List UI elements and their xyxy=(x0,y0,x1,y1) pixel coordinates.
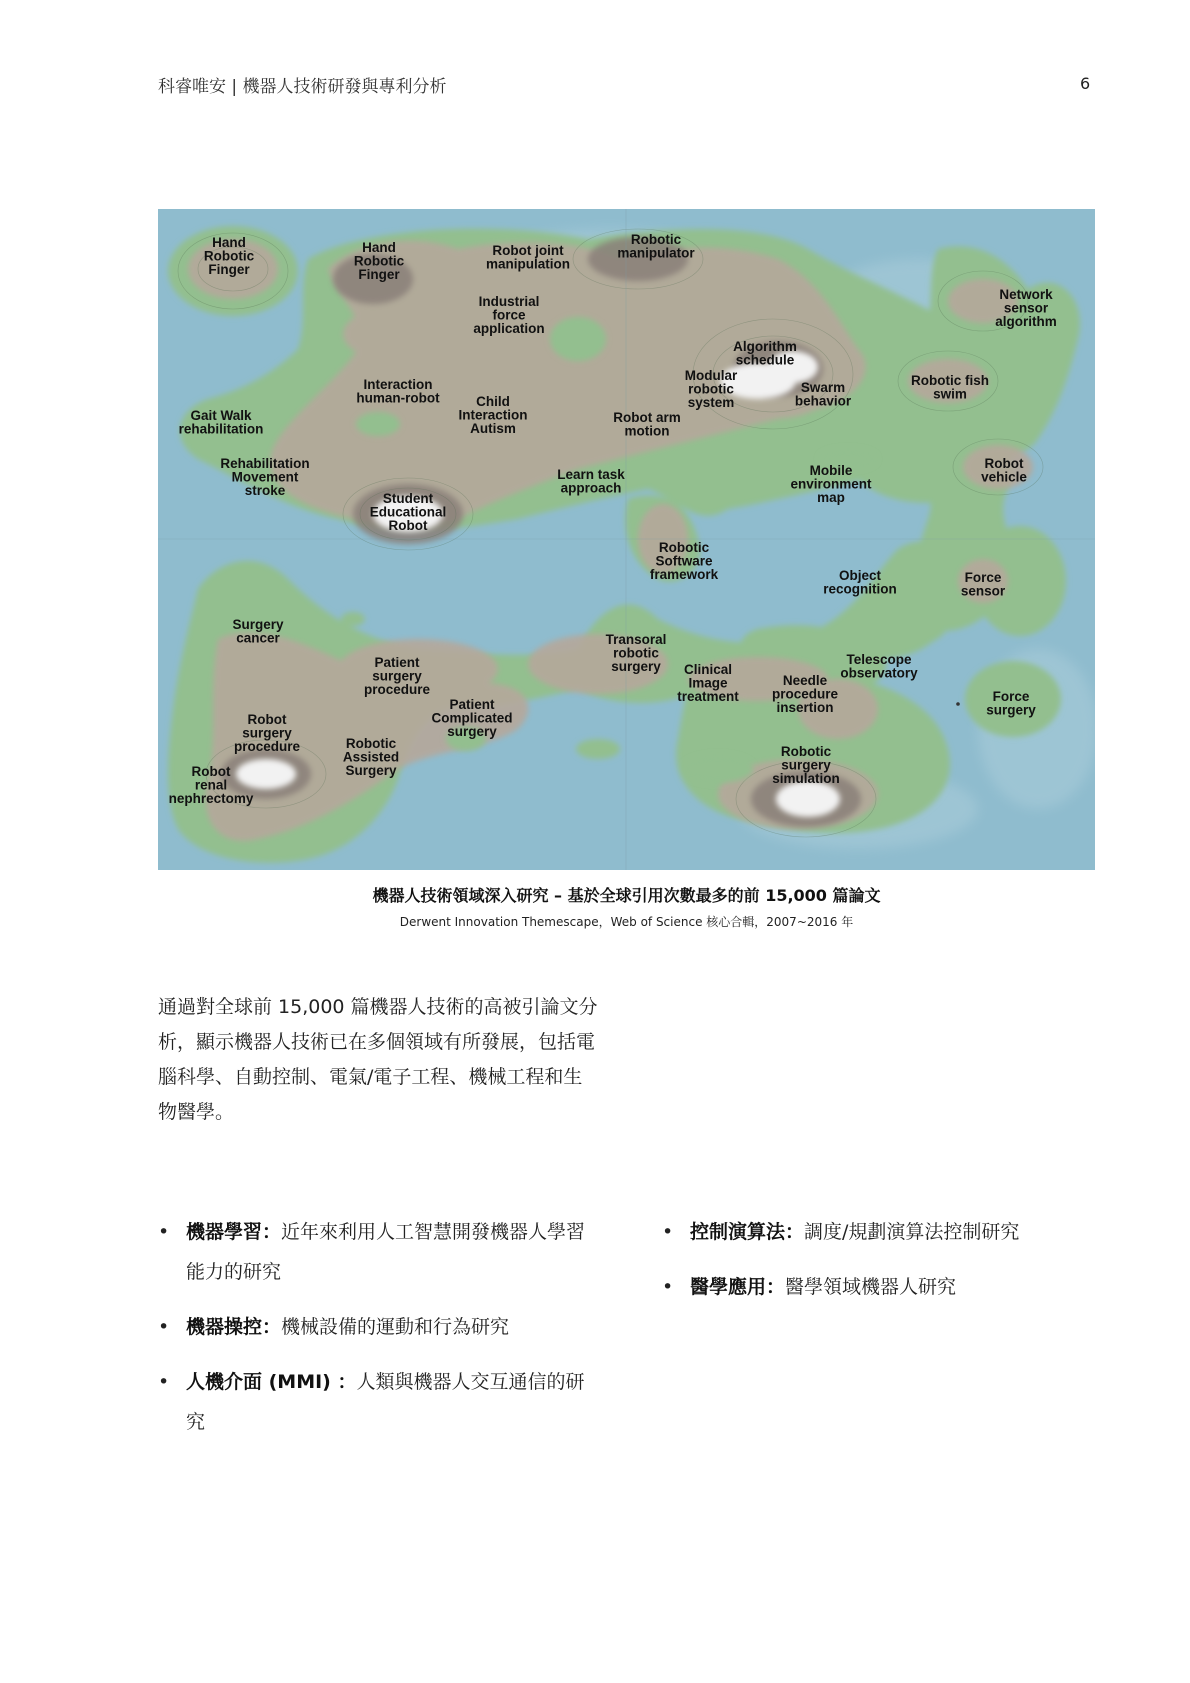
map-label-line: surgery xyxy=(781,757,831,773)
bullet-desc: 機械設備的運動和行為研究 xyxy=(281,1316,510,1338)
map-label-transoral xyxy=(606,632,667,674)
map-label-line: robotic xyxy=(613,645,659,661)
bullet-item xyxy=(662,1267,1102,1307)
map-label-line: Assisted xyxy=(342,749,400,765)
map-label-line: Robot xyxy=(191,764,231,779)
map-label-line: Finger xyxy=(358,267,400,282)
map-label-network xyxy=(995,287,1057,329)
map-label-line: Learn task xyxy=(557,467,625,482)
map-label-line: approach xyxy=(560,480,622,496)
map-label-line: swim xyxy=(933,386,967,402)
map-label-line: environment xyxy=(790,476,872,492)
map-label-gait xyxy=(179,408,264,437)
map-label-line: Clinical xyxy=(683,662,733,677)
intro-paragraph: 通過對全球前 15,000 篇機器人技術的高被引論文分析，顯示機器人技術已在多個領域有所發展，包括電腦科學、自動控制、電氣/電子工程、機械工程和生物醫學。 xyxy=(158,996,598,1123)
map-label-line: Swarm xyxy=(800,380,846,395)
map-label-telescope xyxy=(840,652,918,681)
map-label-line: sensor xyxy=(960,583,1006,599)
map-label-line: Finger xyxy=(208,262,250,277)
map-label-line: application xyxy=(473,321,545,336)
bullet-item xyxy=(158,1212,598,1292)
map-label-line: algorithm xyxy=(995,314,1057,329)
map-label-software xyxy=(650,540,719,582)
map-label-line: Robotic xyxy=(630,232,682,247)
map-label-line: Needle xyxy=(782,673,828,688)
map-label-line: Student xyxy=(382,491,434,506)
map-label-line: behavior xyxy=(794,393,852,409)
map-label-line: Force xyxy=(964,570,1002,585)
bullet-desc: 調度/規劃演算法控制研究 xyxy=(804,1221,1020,1243)
map-label-line: recognition xyxy=(823,581,897,597)
map-label-line: Telescope xyxy=(846,652,912,667)
bullet-desc: 近年來利用人工智慧開發機器人學習能力的研究 xyxy=(186,1221,586,1283)
map-marker-dot xyxy=(956,702,960,706)
map-label-line: Robot xyxy=(247,712,287,727)
map-label-line: Industrial xyxy=(478,294,540,309)
map-label-line: procedure xyxy=(771,686,839,702)
map-label-interaction xyxy=(356,377,440,406)
map-label-algorithm xyxy=(733,339,797,368)
themescape-map xyxy=(158,209,1095,870)
map-label-line: surgery xyxy=(372,668,422,684)
bullet-term: 醫學應用： xyxy=(690,1276,786,1298)
map-label-joint xyxy=(486,243,570,272)
map-label-line: Robotic xyxy=(658,540,710,555)
map-label-line: surgery xyxy=(242,725,292,741)
map-label-line: Network xyxy=(999,287,1053,302)
map-label-line: Patient xyxy=(449,697,495,712)
header-title: 科睿唯安 | 機器人技術研發與專利分析 xyxy=(158,77,447,97)
map-label-line: vehicle xyxy=(981,469,1027,485)
map-label-line: robotic xyxy=(688,381,734,397)
bullet-list-left xyxy=(158,1212,598,1457)
map-label-line: system xyxy=(687,395,735,410)
bullet-icon: • xyxy=(662,1221,674,1243)
bullet-item xyxy=(158,1362,598,1442)
bullet-item xyxy=(662,1212,1102,1252)
map-label-line: map xyxy=(817,490,845,505)
map-label-line: framework xyxy=(649,567,719,582)
map-label-swarm xyxy=(795,380,852,409)
map-label-line: Hand xyxy=(212,235,246,250)
map-label-line: Algorithm xyxy=(733,339,797,354)
map-label-line: manipulation xyxy=(486,256,570,272)
map-label-line: Child xyxy=(476,394,510,409)
map-label-assisted xyxy=(343,736,399,778)
map-label-force-sensor xyxy=(961,570,1006,599)
map-label-line: Educational xyxy=(369,504,447,520)
map-label-line: Complicated xyxy=(431,710,513,726)
bullet-icon: • xyxy=(662,1276,674,1298)
map-label-surgery-cancer xyxy=(232,617,284,646)
map-label-line: Software xyxy=(655,553,713,569)
map-label-line: nephrectomy xyxy=(168,791,254,806)
map-label-line: Autism xyxy=(470,421,516,436)
map-label-line: Robotic fish xyxy=(911,373,989,388)
map-label-line: Object xyxy=(838,568,882,583)
map-label-line: Transoral xyxy=(605,632,667,647)
map-label-line: Surgery xyxy=(345,763,397,778)
map-label-line: surgery xyxy=(986,702,1036,718)
map-label-line: observatory xyxy=(840,665,918,681)
map-label-line: Gait Walk xyxy=(190,408,252,423)
page-number: 6 xyxy=(1080,74,1091,93)
map-label-line: Movement xyxy=(231,469,299,485)
map-label-line: Robot joint xyxy=(492,243,564,258)
map-label-line: cancer xyxy=(236,630,280,646)
map-label-vehicle xyxy=(981,456,1027,485)
map-label-line: renal xyxy=(194,777,228,793)
map-label-line: Rehabilitation xyxy=(220,456,310,471)
map-label-line: rehabilitation xyxy=(178,421,264,437)
map-label-line: motion xyxy=(624,423,670,439)
bullet-icon: • xyxy=(158,1316,170,1338)
bullet-list-right xyxy=(662,1212,1102,1322)
bullet-term: 機器學習： xyxy=(186,1221,282,1243)
map-label-line: Robotic xyxy=(203,248,255,264)
map-label-modular xyxy=(685,368,738,410)
bullet-icon: • xyxy=(158,1371,170,1393)
map-label-line: Interaction xyxy=(458,407,528,423)
map-label-line: simulation xyxy=(772,771,840,786)
bullet-desc: 醫學領域機器人研究 xyxy=(785,1276,957,1298)
figure-source: Derwent Innovation Themescape，Web of Science 核心合輯，2007~2016 年 xyxy=(399,915,854,929)
map-label-line: Robot arm xyxy=(613,410,681,425)
bullet-term: 控制演算法： xyxy=(690,1221,805,1243)
map-label-line: Robot xyxy=(388,518,428,533)
map-label-line: procedure xyxy=(233,739,301,754)
map-label-line: Patient xyxy=(374,655,420,670)
map-label-simulation xyxy=(772,744,840,786)
bullet-icon: • xyxy=(158,1221,170,1243)
map-label-line: Mobile xyxy=(809,463,853,478)
map-label-line: Force xyxy=(992,689,1030,704)
map-label-line: Image xyxy=(688,675,728,691)
map-label-line: human-robot xyxy=(356,390,440,406)
map-label-line: schedule xyxy=(735,352,795,368)
bullet-term: 機器操控： xyxy=(186,1316,282,1338)
bullet-desc: 人類與機器人交互通信的研究 xyxy=(186,1371,585,1433)
map-label-line: procedure xyxy=(363,682,431,697)
map-label-line: Robotic xyxy=(353,253,405,269)
map-label-line: Hand xyxy=(362,240,396,255)
map-label-line: manipulator xyxy=(617,245,695,261)
map-label-line: sensor xyxy=(1003,300,1049,316)
bullet-item xyxy=(158,1307,598,1347)
map-label-line: Modular xyxy=(684,368,738,383)
map-label-line: insertion xyxy=(776,700,834,715)
map-label-line: surgery xyxy=(447,724,497,739)
map-label-line: surgery xyxy=(611,659,661,674)
map-label-line: Robotic xyxy=(780,744,832,759)
map-label-learn xyxy=(557,467,625,496)
figure-caption: 機器人技術領域深入研究 – 基於全球引用次數最多的前 15,000 篇論文 xyxy=(372,886,881,905)
map-label-line: Robot xyxy=(984,456,1024,471)
map-label-line: force xyxy=(492,307,526,323)
map-label-line: Surgery xyxy=(232,617,284,632)
map-label-line: treatment xyxy=(677,689,739,704)
map-label-line: Robotic xyxy=(345,736,397,751)
map-label-line: stroke xyxy=(244,483,286,498)
map-label-line: Interaction xyxy=(363,377,433,392)
bullet-term: 人機介面 (MMI) ： xyxy=(186,1371,357,1393)
map-label-force-surgery xyxy=(986,689,1036,718)
